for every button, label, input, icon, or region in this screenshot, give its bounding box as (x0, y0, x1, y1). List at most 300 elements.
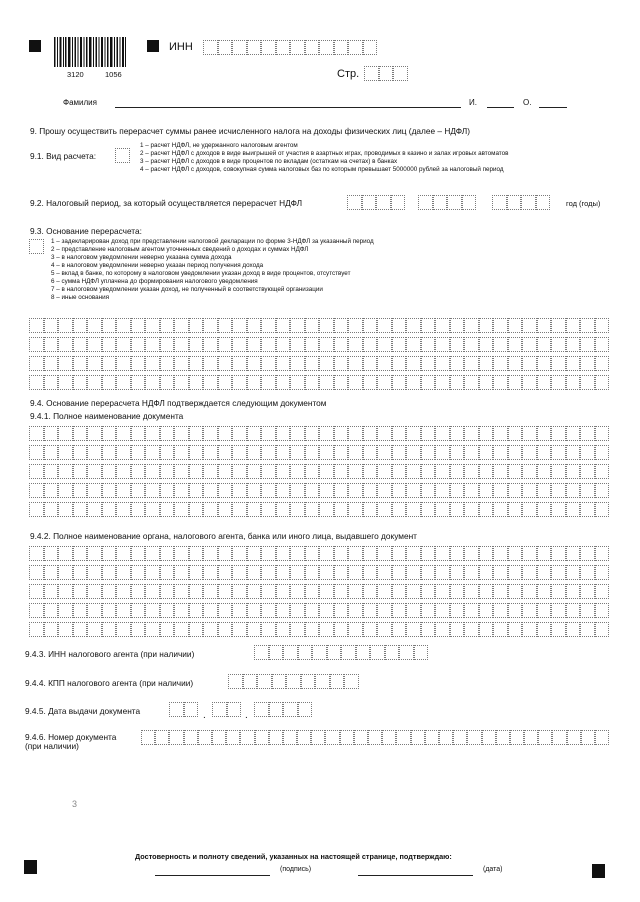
cell[interactable] (580, 546, 595, 561)
cell[interactable] (73, 546, 88, 561)
cell[interactable] (272, 674, 287, 689)
cell[interactable] (493, 337, 508, 352)
cell[interactable] (450, 622, 465, 637)
cell[interactable] (218, 375, 233, 390)
cell[interactable] (247, 483, 262, 498)
cell[interactable] (269, 645, 284, 660)
cell[interactable] (116, 375, 131, 390)
cell[interactable] (551, 426, 566, 441)
cell[interactable] (479, 337, 494, 352)
cell[interactable] (189, 356, 204, 371)
cell[interactable] (595, 356, 610, 371)
cell[interactable] (566, 584, 581, 599)
cell[interactable] (363, 356, 378, 371)
cell[interactable] (276, 40, 291, 55)
cell[interactable] (377, 426, 392, 441)
cell[interactable] (131, 445, 146, 460)
cell[interactable] (347, 195, 362, 210)
cell[interactable] (392, 603, 407, 618)
cell[interactable] (377, 546, 392, 561)
cell[interactable] (421, 356, 436, 371)
cell[interactable] (435, 603, 450, 618)
cell[interactable] (453, 730, 467, 745)
cell[interactable] (450, 603, 465, 618)
cell[interactable] (155, 730, 169, 745)
cell[interactable] (174, 337, 189, 352)
cell[interactable] (305, 502, 320, 517)
cell[interactable] (160, 546, 175, 561)
cell[interactable] (315, 674, 330, 689)
cell[interactable] (116, 603, 131, 618)
cell[interactable] (393, 66, 408, 81)
cell[interactable] (435, 565, 450, 580)
cell[interactable] (344, 674, 359, 689)
cell[interactable] (240, 730, 254, 745)
cell[interactable] (174, 502, 189, 517)
cell[interactable] (479, 603, 494, 618)
grid-row[interactable] (29, 603, 609, 618)
cell[interactable] (348, 356, 363, 371)
cell[interactable] (305, 584, 320, 599)
cell[interactable] (290, 546, 305, 561)
date-field[interactable] (358, 875, 473, 876)
cell[interactable] (464, 426, 479, 441)
cell[interactable] (102, 546, 117, 561)
cell[interactable] (290, 502, 305, 517)
cell[interactable] (203, 483, 218, 498)
cell[interactable] (276, 502, 291, 517)
cell[interactable] (247, 584, 262, 599)
cell[interactable] (218, 502, 233, 517)
cell[interactable] (348, 426, 363, 441)
cell[interactable] (247, 565, 262, 580)
cell[interactable] (276, 337, 291, 352)
cell[interactable] (297, 730, 311, 745)
cell[interactable] (421, 426, 436, 441)
cell[interactable] (87, 565, 102, 580)
cell[interactable] (522, 375, 537, 390)
cell[interactable] (44, 318, 59, 333)
grid-row[interactable] (29, 318, 609, 333)
cell[interactable] (102, 445, 117, 460)
cell[interactable] (261, 584, 276, 599)
cell[interactable] (363, 426, 378, 441)
cell[interactable] (551, 584, 566, 599)
cell[interactable] (348, 318, 363, 333)
cell[interactable] (58, 318, 73, 333)
cell[interactable] (29, 356, 44, 371)
cell[interactable] (334, 565, 349, 580)
cell[interactable] (522, 337, 537, 352)
cell[interactable] (537, 426, 552, 441)
cell[interactable] (406, 565, 421, 580)
cell[interactable] (551, 502, 566, 517)
cell[interactable] (363, 502, 378, 517)
cell[interactable] (493, 565, 508, 580)
cell[interactable] (450, 483, 465, 498)
cell[interactable] (382, 730, 396, 745)
cell[interactable] (522, 584, 537, 599)
cell[interactable] (580, 426, 595, 441)
cell[interactable] (44, 426, 59, 441)
cell[interactable] (102, 502, 117, 517)
cell[interactable] (73, 375, 88, 390)
cell[interactable] (131, 426, 146, 441)
cell[interactable] (174, 375, 189, 390)
cell[interactable] (257, 674, 272, 689)
cell[interactable] (116, 445, 131, 460)
cell[interactable] (450, 337, 465, 352)
cell[interactable] (379, 66, 394, 81)
cell[interactable] (116, 584, 131, 599)
grid-row[interactable] (29, 584, 609, 599)
doc-name-grid[interactable] (29, 426, 609, 521)
cell[interactable] (348, 464, 363, 479)
cell[interactable] (298, 645, 313, 660)
cell[interactable] (319, 464, 334, 479)
cell[interactable] (537, 622, 552, 637)
cell[interactable] (435, 445, 450, 460)
cell[interactable] (29, 622, 44, 637)
cell[interactable] (189, 565, 204, 580)
cell[interactable] (276, 584, 291, 599)
cell[interactable] (435, 622, 450, 637)
cell[interactable] (377, 584, 392, 599)
cell[interactable] (29, 464, 44, 479)
cell[interactable] (536, 195, 551, 210)
cell[interactable] (580, 565, 595, 580)
cell[interactable] (493, 502, 508, 517)
cell[interactable] (116, 337, 131, 352)
basis-other-text-grid[interactable] (29, 318, 609, 394)
cell[interactable] (406, 356, 421, 371)
cell[interactable] (464, 464, 479, 479)
cell[interactable] (348, 483, 363, 498)
cell[interactable] (305, 426, 320, 441)
cell[interactable] (87, 603, 102, 618)
cell[interactable] (203, 584, 218, 599)
cell[interactable] (189, 603, 204, 618)
cell[interactable] (232, 483, 247, 498)
cell[interactable] (522, 603, 537, 618)
cell[interactable] (508, 445, 523, 460)
cell[interactable] (348, 40, 363, 55)
cell[interactable] (189, 375, 204, 390)
cell[interactable] (189, 546, 204, 561)
agent-inn-field[interactable] (254, 645, 428, 660)
cell[interactable] (524, 730, 538, 745)
cell[interactable] (479, 464, 494, 479)
cell[interactable] (301, 674, 316, 689)
cell[interactable] (87, 318, 102, 333)
cell[interactable] (255, 730, 269, 745)
cell[interactable] (435, 502, 450, 517)
cell[interactable] (290, 565, 305, 580)
cell[interactable] (521, 195, 536, 210)
cell[interactable] (595, 603, 610, 618)
cell[interactable] (464, 337, 479, 352)
cell[interactable] (189, 337, 204, 352)
cell[interactable] (510, 730, 524, 745)
cell[interactable] (551, 337, 566, 352)
calc-type-field[interactable] (115, 148, 130, 163)
cell[interactable] (73, 584, 88, 599)
cell[interactable] (377, 622, 392, 637)
cell[interactable] (145, 584, 160, 599)
cell[interactable] (160, 337, 175, 352)
cell[interactable] (247, 337, 262, 352)
cell[interactable] (44, 445, 59, 460)
cell[interactable] (581, 730, 595, 745)
cell[interactable] (537, 546, 552, 561)
cell[interactable] (58, 445, 73, 460)
cell[interactable] (276, 546, 291, 561)
cell[interactable] (203, 356, 218, 371)
cell[interactable] (377, 565, 392, 580)
cell[interactable] (276, 445, 291, 460)
cell[interactable] (537, 502, 552, 517)
cell[interactable] (145, 565, 160, 580)
cell[interactable] (73, 445, 88, 460)
cell[interactable] (493, 426, 508, 441)
cell[interactable] (450, 546, 465, 561)
cell[interactable] (493, 375, 508, 390)
cell[interactable] (406, 445, 421, 460)
cell[interactable] (58, 502, 73, 517)
cell[interactable] (184, 702, 199, 717)
cell[interactable] (261, 40, 276, 55)
cell[interactable] (537, 375, 552, 390)
cell[interactable] (479, 318, 494, 333)
cell[interactable] (334, 483, 349, 498)
cell[interactable] (492, 195, 507, 210)
cell[interactable] (160, 584, 175, 599)
cell[interactable] (363, 375, 378, 390)
cell[interactable] (392, 483, 407, 498)
cell[interactable] (493, 356, 508, 371)
cell[interactable] (203, 337, 218, 352)
grid-row[interactable] (29, 375, 609, 390)
cell[interactable] (319, 584, 334, 599)
cell[interactable] (551, 483, 566, 498)
cell[interactable] (421, 546, 436, 561)
cell[interactable] (29, 445, 44, 460)
cell[interactable] (29, 483, 44, 498)
cell[interactable] (496, 730, 510, 745)
cell[interactable] (435, 483, 450, 498)
cell[interactable] (87, 483, 102, 498)
page-number-field[interactable] (364, 66, 408, 81)
cell[interactable] (87, 356, 102, 371)
cell[interactable] (87, 546, 102, 561)
cell[interactable] (508, 375, 523, 390)
cell[interactable] (283, 730, 297, 745)
cell[interactable] (243, 674, 258, 689)
cell[interactable] (290, 356, 305, 371)
cell[interactable] (377, 375, 392, 390)
cell[interactable] (595, 445, 610, 460)
cell[interactable] (479, 565, 494, 580)
cell[interactable] (447, 195, 462, 210)
cell[interactable] (508, 603, 523, 618)
cell[interactable] (261, 483, 276, 498)
cell[interactable] (203, 445, 218, 460)
issue-date-year[interactable] (254, 702, 312, 717)
cell[interactable] (580, 603, 595, 618)
cell[interactable] (551, 445, 566, 460)
cell[interactable] (348, 546, 363, 561)
cell[interactable] (462, 195, 477, 210)
cell[interactable] (595, 426, 610, 441)
cell[interactable] (319, 603, 334, 618)
cell[interactable] (482, 730, 496, 745)
cell[interactable] (160, 464, 175, 479)
cell[interactable] (212, 702, 227, 717)
cell[interactable] (87, 502, 102, 517)
cell[interactable] (116, 502, 131, 517)
cell[interactable] (580, 337, 595, 352)
cell[interactable] (377, 483, 392, 498)
cell[interactable] (348, 337, 363, 352)
cell[interactable] (566, 464, 581, 479)
cell[interactable] (305, 603, 320, 618)
basis-field[interactable] (29, 239, 44, 254)
signature-field[interactable] (155, 875, 270, 876)
cell[interactable] (102, 337, 117, 352)
cell[interactable] (58, 375, 73, 390)
cell[interactable] (73, 337, 88, 352)
cell[interactable] (439, 730, 453, 745)
cell[interactable] (327, 645, 342, 660)
cell[interactable] (145, 464, 160, 479)
cell[interactable] (464, 318, 479, 333)
cell[interactable] (203, 546, 218, 561)
cell[interactable] (174, 584, 189, 599)
cell[interactable] (566, 502, 581, 517)
cell[interactable] (276, 622, 291, 637)
cell[interactable] (356, 645, 371, 660)
cell[interactable] (319, 318, 334, 333)
cell[interactable] (595, 337, 610, 352)
cell[interactable] (286, 674, 301, 689)
cell[interactable] (44, 584, 59, 599)
cell[interactable] (261, 565, 276, 580)
cell[interactable] (44, 603, 59, 618)
cell[interactable] (311, 730, 325, 745)
cell[interactable] (254, 702, 269, 717)
cell[interactable] (508, 622, 523, 637)
cell[interactable] (232, 375, 247, 390)
cell[interactable] (392, 565, 407, 580)
cell[interactable] (421, 603, 436, 618)
cell[interactable] (551, 565, 566, 580)
cell[interactable] (508, 356, 523, 371)
cell[interactable] (421, 502, 436, 517)
cell[interactable] (522, 502, 537, 517)
cell[interactable] (580, 502, 595, 517)
cell[interactable] (44, 502, 59, 517)
cell[interactable] (406, 483, 421, 498)
cell[interactable] (131, 565, 146, 580)
cell[interactable] (325, 730, 339, 745)
cell[interactable] (87, 622, 102, 637)
cell[interactable] (58, 337, 73, 352)
grid-row[interactable] (29, 565, 609, 580)
cell[interactable] (73, 483, 88, 498)
cell[interactable] (232, 565, 247, 580)
cell[interactable] (433, 195, 448, 210)
period-year-3[interactable] (492, 195, 550, 210)
cell[interactable] (305, 622, 320, 637)
cell[interactable] (319, 426, 334, 441)
cell[interactable] (467, 730, 481, 745)
cell[interactable] (198, 730, 212, 745)
cell[interactable] (232, 584, 247, 599)
cell[interactable] (566, 356, 581, 371)
cell[interactable] (102, 356, 117, 371)
cell[interactable] (44, 565, 59, 580)
cell[interactable] (145, 603, 160, 618)
cell[interactable] (418, 195, 433, 210)
cell[interactable] (464, 502, 479, 517)
cell[interactable] (464, 356, 479, 371)
cell[interactable] (537, 337, 552, 352)
cell[interactable] (363, 40, 378, 55)
cell[interactable] (493, 464, 508, 479)
cell[interactable] (522, 318, 537, 333)
cell[interactable] (450, 318, 465, 333)
cell[interactable] (522, 483, 537, 498)
cell[interactable] (493, 483, 508, 498)
cell[interactable] (421, 622, 436, 637)
cell[interactable] (406, 546, 421, 561)
cell[interactable] (145, 356, 160, 371)
cell[interactable] (566, 375, 581, 390)
cell[interactable] (334, 40, 349, 55)
cell[interactable] (73, 603, 88, 618)
cell[interactable] (305, 375, 320, 390)
cell[interactable] (116, 464, 131, 479)
cell[interactable] (305, 318, 320, 333)
cell[interactable] (319, 565, 334, 580)
cell[interactable] (218, 426, 233, 441)
cell[interactable] (276, 565, 291, 580)
cell[interactable] (537, 445, 552, 460)
initial-o-field[interactable] (539, 107, 567, 108)
cell[interactable] (203, 565, 218, 580)
cell[interactable] (218, 337, 233, 352)
cell[interactable] (29, 603, 44, 618)
cell[interactable] (363, 337, 378, 352)
cell[interactable] (116, 356, 131, 371)
cell[interactable] (261, 502, 276, 517)
cell[interactable] (247, 622, 262, 637)
cell[interactable] (116, 426, 131, 441)
cell[interactable] (551, 622, 566, 637)
grid-row[interactable] (29, 464, 609, 479)
cell[interactable] (450, 584, 465, 599)
cell[interactable] (348, 375, 363, 390)
issue-date-day[interactable] (169, 702, 198, 717)
cell[interactable] (537, 565, 552, 580)
cell[interactable] (276, 603, 291, 618)
cell[interactable] (261, 337, 276, 352)
cell[interactable] (261, 622, 276, 637)
grid-row[interactable] (29, 337, 609, 352)
cell[interactable] (435, 584, 450, 599)
cell[interactable] (450, 565, 465, 580)
cell[interactable] (227, 702, 242, 717)
